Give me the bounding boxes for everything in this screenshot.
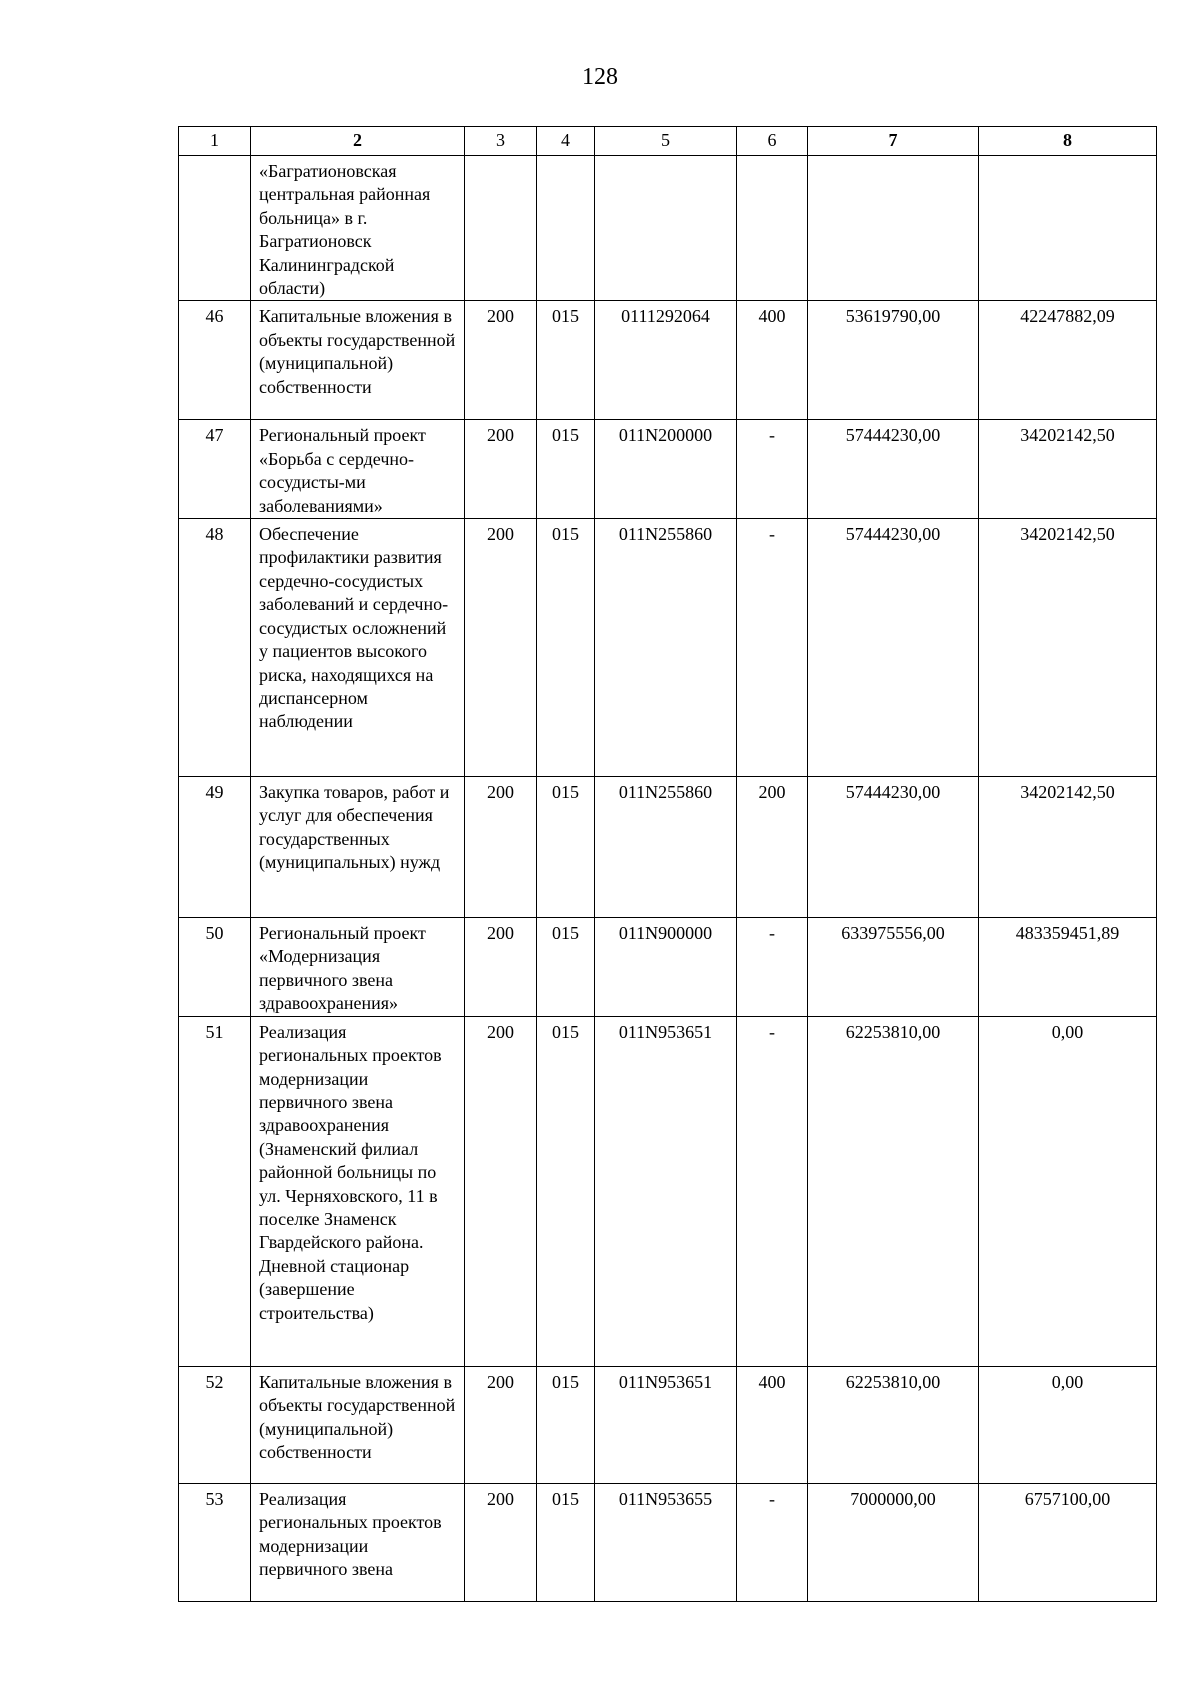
row-name: «Багратионовская центральная районная больница» в г. Багратионовск Калининградской области) (251, 156, 465, 301)
cell-amount-actual: 0,00 (979, 1366, 1157, 1483)
cell-col4: 015 (537, 777, 595, 918)
cell-amount-plan: 633975556,00 (808, 918, 979, 1017)
cell-col6: 400 (737, 301, 808, 420)
cell-col3: 200 (465, 1366, 537, 1483)
cell-code: 011N953651 (595, 1016, 737, 1366)
header-cell: 7 (808, 127, 979, 156)
cell-amount-actual: 42247882,09 (979, 301, 1157, 420)
table-row (179, 918, 1157, 1017)
cell-col3: 200 (465, 1483, 537, 1601)
cell-col6: - (737, 519, 808, 777)
header-cell: 8 (979, 127, 1157, 156)
cell-col3: 200 (465, 918, 537, 1017)
header-cell: 1 (179, 127, 251, 156)
cell-col4: 015 (537, 420, 595, 519)
cell-col4: 015 (537, 1366, 595, 1483)
row-name: Капитальные вложения в объекты государственной (муниципальной) собственности (251, 301, 465, 420)
cell-col6: - (737, 420, 808, 519)
row-number: 48 (179, 519, 251, 777)
cell-amount-plan (808, 156, 979, 301)
row-number: 50 (179, 918, 251, 1017)
cell-amount-actual: 0,00 (979, 1016, 1157, 1366)
cell-amount-plan: 62253810,00 (808, 1016, 979, 1366)
row-name: Региональный проект «Модернизация первичного звена здравоохранения» (251, 918, 465, 1017)
cell-code: 011N200000 (595, 420, 737, 519)
table-row (179, 156, 1157, 301)
cell-code: 011N255860 (595, 777, 737, 918)
row-name: Реализация региональных проектов модернизации первичного звена здравоохранения (Знаменский филиал районной больницы по ул. Черняховского, 11 в поселке Знаменск Гвардейского района. Дневной стационар (завершение строительства) (251, 1016, 465, 1366)
row-name: Региональный проект «Борьба с сердечно-сосудисты-ми заболеваниями» (251, 420, 465, 519)
row-number (179, 156, 251, 301)
cell-col3: 200 (465, 301, 537, 420)
cell-col3: 200 (465, 777, 537, 918)
row-number: 47 (179, 420, 251, 519)
table-row (179, 1483, 1157, 1601)
cell-code: 011N953651 (595, 1366, 737, 1483)
cell-col6: - (737, 1016, 808, 1366)
table-row (179, 1016, 1157, 1366)
cell-col6: 400 (737, 1366, 808, 1483)
page-number: 128 (582, 64, 618, 90)
cell-amount-actual (979, 156, 1157, 301)
header-cell: 3 (465, 127, 537, 156)
cell-code: 011N255860 (595, 519, 737, 777)
cell-code (595, 156, 737, 301)
header-cell: 5 (595, 127, 737, 156)
cell-col3: 200 (465, 420, 537, 519)
header-row (179, 127, 1157, 156)
table-row (179, 519, 1157, 777)
table-row (179, 301, 1157, 420)
cell-amount-plan: 53619790,00 (808, 301, 979, 420)
table-row (179, 777, 1157, 918)
cell-amount-plan: 7000000,00 (808, 1483, 979, 1601)
row-name: Закупка товаров, работ и услуг для обеспечения государственных (муниципальных) нужд (251, 777, 465, 918)
cell-col4: 015 (537, 301, 595, 420)
cell-col3: 200 (465, 519, 537, 777)
row-number: 49 (179, 777, 251, 918)
cell-col3: 200 (465, 1016, 537, 1366)
row-name: Капитальные вложения в объекты государственной (муниципальной) собственности (251, 1366, 465, 1483)
cell-amount-plan: 57444230,00 (808, 420, 979, 519)
cell-amount-plan: 57444230,00 (808, 519, 979, 777)
table-row (179, 420, 1157, 519)
row-name: Обеспечение профилактики развития сердечно-сосудистых заболеваний и сердечно-сосудистых осложнений у пациентов высокого риска, находящихся на диспансерном наблюдении (251, 519, 465, 777)
cell-code: 011N953655 (595, 1483, 737, 1601)
cell-amount-actual: 34202142,50 (979, 420, 1157, 519)
row-number: 51 (179, 1016, 251, 1366)
row-number: 53 (179, 1483, 251, 1601)
header-cell: 2 (251, 127, 465, 156)
budget-table (178, 126, 1157, 1602)
cell-amount-actual: 34202142,50 (979, 519, 1157, 777)
cell-col6: - (737, 918, 808, 1017)
cell-col6: - (737, 1483, 808, 1601)
cell-col6 (737, 156, 808, 301)
table-row (179, 1366, 1157, 1483)
header-cell: 6 (737, 127, 808, 156)
row-name: Реализация региональных проектов модернизации первичного звена (251, 1483, 465, 1601)
cell-amount-actual: 6757100,00 (979, 1483, 1157, 1601)
cell-col3 (465, 156, 537, 301)
cell-col6: 200 (737, 777, 808, 918)
cell-col4: 015 (537, 1016, 595, 1366)
cell-col4 (537, 156, 595, 301)
cell-col4: 015 (537, 918, 595, 1017)
cell-amount-actual: 34202142,50 (979, 777, 1157, 918)
header-cell: 4 (537, 127, 595, 156)
cell-amount-plan: 57444230,00 (808, 777, 979, 918)
cell-col4: 015 (537, 519, 595, 777)
cell-amount-actual: 483359451,89 (979, 918, 1157, 1017)
cell-amount-plan: 62253810,00 (808, 1366, 979, 1483)
cell-code: 011N900000 (595, 918, 737, 1017)
cell-code: 0111292064 (595, 301, 737, 420)
row-number: 52 (179, 1366, 251, 1483)
cell-col4: 015 (537, 1483, 595, 1601)
row-number: 46 (179, 301, 251, 420)
